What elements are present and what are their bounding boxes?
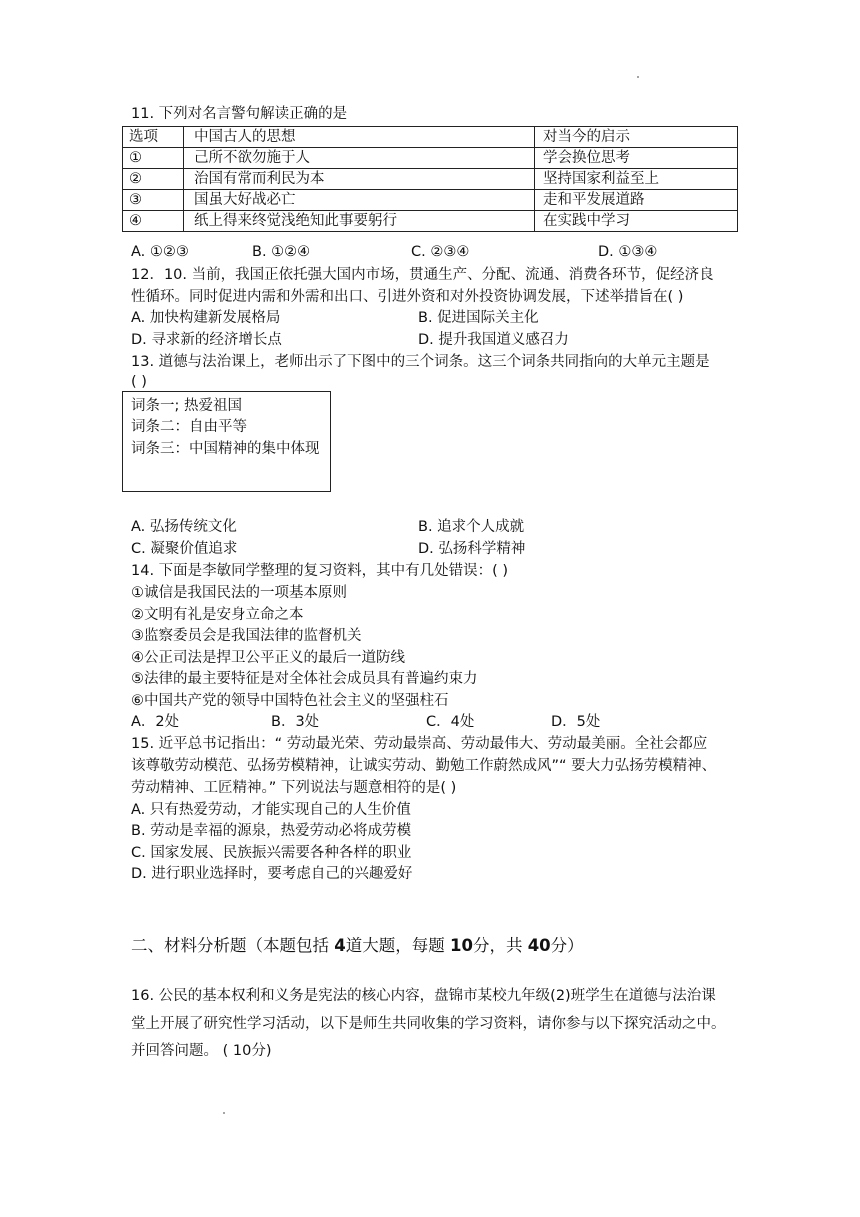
table-header-row — [123, 127, 738, 148]
option-d: D. 提升我国道义感召力 — [418, 332, 569, 348]
table-row — [123, 148, 738, 169]
option-c: C. 国家发展、民族振兴需要各种各样的职业 — [131, 845, 412, 861]
question-16-line: 堂上开展了研究性学习活动，以下是师生共同收集的学习资料，请你参与以下探究活动之中。 — [131, 1016, 726, 1032]
term-item: 词条一; 热爱祖国 — [131, 398, 242, 414]
table-cell: ④ — [123, 211, 184, 232]
table-cell: 治国有常而利民为本 — [184, 169, 535, 190]
option-b: B. 追求个人成就 — [418, 519, 525, 535]
list-item: ⑥中国共产党的领导中国特色社会主义的坚强柱石 — [131, 693, 449, 709]
question-12-line: 性循环。同时促进内需和外需和出口、引进外资和对外投资协调发展，下述举措旨在( ) — [131, 289, 684, 305]
option-d: D. ①③④ — [598, 244, 658, 260]
table-cell: 学会换位思考 — [535, 148, 738, 169]
question-16-line: 并回答问题。 ( 10分) — [131, 1043, 272, 1059]
list-item: ③监察委员会是我国法律的监督机关 — [131, 628, 362, 644]
question-14-stem: 14. 下面是李敏同学整理的复习资料，其中有几处错误：( ) — [131, 563, 509, 579]
table-cell: 己所不欲勿施于人 — [184, 148, 535, 169]
option-b: B. ①②④ — [252, 244, 311, 260]
option-b: B. 促进国际关主化 — [418, 310, 539, 326]
option-d: D. 弘扬科学精神 — [418, 541, 526, 557]
option-c: C．4处 — [426, 714, 475, 730]
table-row — [123, 211, 738, 232]
list-item: ①诚信是我国民法的一项基本原则 — [131, 585, 347, 601]
table-header: 选项 — [123, 127, 184, 148]
question-11-stem: 11. 下列对名言警句解读正确的是 — [131, 106, 348, 122]
table-cell: ① — [123, 148, 184, 169]
scan-dot — [223, 1112, 225, 1114]
question-15-line: 15. 近平总书记指出：“ 劳动最光荣、劳动最崇高、劳动最伟大、劳动最美丽。全社会都应 — [131, 736, 708, 752]
option-a: A. 只有热爱劳动，才能实现自己的人生价值 — [131, 802, 411, 818]
table-row — [123, 169, 738, 190]
list-item: ⑤法律的最主要特征是对全体社会成员具有普遍约束力 — [131, 671, 478, 687]
option-d: D．5处 — [551, 714, 601, 730]
question-13-line: 13. 道德与法治课上，老师出示了下图中的三个词条。这三个词条共同指向的大单元主题是 — [131, 354, 710, 370]
option-c: D. 寻求新的经济增长点 — [131, 332, 282, 348]
table-header: 对当今的启示 — [535, 127, 738, 148]
section-heading: 二、材料分析题（本题包括 4道大题，每题 10分，共 40分） — [131, 936, 584, 955]
table-cell: 坚持国家利益至上 — [535, 169, 738, 190]
term-item: 词条二：自由平等 — [131, 419, 247, 435]
option-b: B．3处 — [271, 714, 320, 730]
question-13-line: ( ) — [131, 374, 147, 390]
table-row — [123, 190, 738, 211]
option-a: A．2处 — [131, 714, 180, 730]
question-11-table — [122, 126, 738, 232]
option-a: A. ①②③ — [131, 244, 189, 260]
list-item: ②文明有礼是安身立命之本 — [131, 607, 304, 623]
table-cell: 走和平发展道路 — [535, 190, 738, 211]
question-15-line: 该尊敬劳动模范、弘扬劳模精神，让诚实劳动、勤勉工作蔚然成风”“ 要大力弘扬劳模精神、 — [131, 758, 717, 774]
option-a: A. 加快构建新发展格局 — [131, 310, 281, 326]
scan-dot — [637, 76, 639, 78]
table-cell: 国虽大好战必亡 — [184, 190, 535, 211]
option-c: C. 凝聚价值追求 — [131, 541, 238, 557]
question-16-line: 16. 公民的基本权利和义务是宪法的核心内容，盘锦市某校九年级(2)班学生在道德与法治课 — [131, 988, 716, 1004]
option-a: A. 弘扬传统文化 — [131, 519, 237, 535]
table-cell: ② — [123, 169, 184, 190]
option-c: C. ②③④ — [411, 244, 470, 260]
table-cell: 纸上得来终觉浅绝知此事要躬行 — [184, 211, 535, 232]
option-b: B. 劳动是幸福的源泉，热爱劳动必将成劳模 — [131, 823, 412, 839]
terms-box — [122, 391, 331, 492]
list-item: ④公正司法是捍卫公平正义的最后一道防线 — [131, 650, 405, 666]
table-cell: ③ — [123, 190, 184, 211]
question-12-line: 12．10. 当前，我国正依托强大国内市场，贯通生产、分配、流通、消费各环节，促经济良 — [131, 267, 714, 283]
table-cell: 在实践中学习 — [535, 211, 738, 232]
option-d: D. 进行职业选择时，要考虑自己的兴趣爱好 — [131, 866, 413, 882]
table-header: 中国古人的思想 — [184, 127, 535, 148]
term-item: 词条三：中国精神的集中体现 — [131, 441, 320, 457]
question-15-line: 劳动精神、工匠精神。” 下列说法与题意相符的是( ) — [131, 780, 457, 796]
